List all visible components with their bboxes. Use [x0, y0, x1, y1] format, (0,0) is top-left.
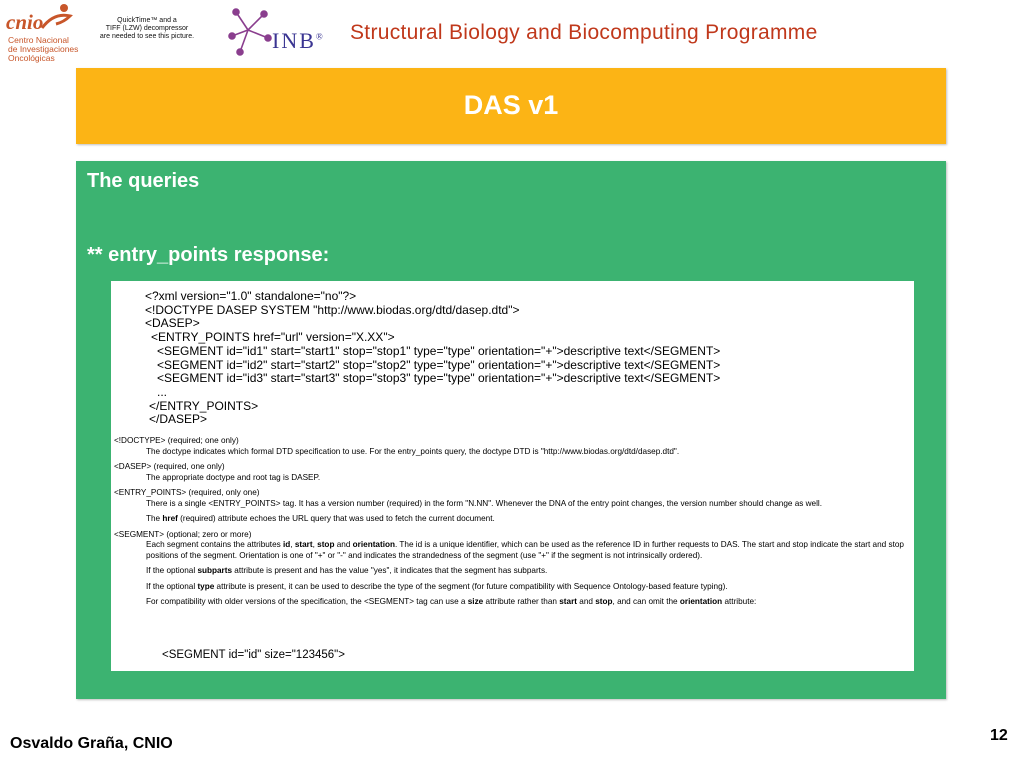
- def-segment-desc: Each segment contains the attributes id, start, stop and orientation. The id is a unique identifier, which can be used as the reference ID in further requests to DAS. The start and stop indicate the start and stop positions of the segment. Orientation is one of "+" or "-" and indicates the strandedness of the segment (use "+" if the segment is not intrinsically ordered).: [146, 540, 904, 560]
- xml-line: <!DOCTYPE DASEP SYSTEM "http://www.biodas.org/dtd/dasep.dtd">: [145, 302, 520, 317]
- xml-line: </ENTRY_POINTS>: [149, 398, 259, 413]
- spec-document-image: [111, 281, 914, 671]
- section-title: The queries: [87, 170, 200, 192]
- inb-logo: [228, 6, 332, 56]
- slide-title: DAS v1: [463, 90, 559, 120]
- xml-line: <SEGMENT id="id1" start="start1" stop="stop1" type="type" orientation="+">descriptive text</SEGMENT>: [157, 343, 721, 358]
- def-doctype-tag: <!DOCTYPE> (required; one only): [114, 436, 239, 445]
- element-definitions: [114, 436, 909, 608]
- page-number: 12: [990, 727, 1008, 744]
- def-doctype-desc: The doctype indicates which formal DTD specification to use. For the entry_points query, the doctype DTD is "http://www.biodas.org/dtd/dasep.dtd".: [146, 446, 680, 456]
- quicktime-placeholder: QuickTime™ and a TIFF (LZW) decompressor are needed to see this picture.: [99, 17, 195, 40]
- xml-example: [145, 290, 720, 427]
- segment-size-example: <SEGMENT id="id" size="123456">: [162, 649, 345, 661]
- programme-title: Structural Biology and Biocomputing Programme: [350, 21, 818, 44]
- xml-line: ...: [157, 384, 168, 399]
- xml-line: <ENTRY_POINTS href="url" version="X.XX">: [151, 330, 395, 345]
- xml-line: <?xml version="1.0" standalone="no"?>: [145, 289, 357, 303]
- xml-line: <SEGMENT id="id3" start="start3" stop="stop3" type="type" orientation="+">descriptive text</SEGMENT>: [157, 371, 721, 386]
- xml-line: <DASEP>: [145, 316, 200, 331]
- def-subparts-desc: If the optional subparts attribute is present and has the value "yes", it indicates that the segment has subparts.: [146, 566, 548, 575]
- xml-line: </DASEP>: [149, 412, 208, 427]
- content-panel: [76, 161, 946, 699]
- cnio-subtitle: Centro Nacional de Investigaciones Oncológicas: [8, 35, 79, 63]
- inb-molecule-icon: [228, 6, 272, 56]
- author-footer: Osvaldo Graña, CNIO: [10, 735, 173, 752]
- cnio-logo: [6, 2, 80, 66]
- def-type-desc: If the optional type attribute is present, it can be used to describe the type of the segment (for future compatibility with Sequence Ontology-based feature typing).: [146, 581, 728, 591]
- def-entry-tag: <ENTRY_POINTS> (required, only one): [114, 488, 260, 497]
- title-banner: [76, 68, 946, 144]
- def-entry-desc: There is a single <ENTRY_POINTS> tag. It has a version number (required) in the form "N.NN". Whenever the DNA of the entry point changes, the version number should change as well.: [146, 498, 822, 508]
- cnio-wordmark: cnio: [6, 10, 44, 34]
- section-subtitle: ** entry_points response:: [87, 244, 330, 266]
- def-dasep-desc: The appropriate doctype and root tag is DASEP.: [146, 472, 321, 482]
- def-dasep-tag: <DASEP> (required, one only): [114, 462, 225, 471]
- inb-wordmark: INB®: [272, 28, 325, 53]
- xml-line: <SEGMENT id="id2" start="start2" stop="stop2" type="type" orientation="+">descriptive text</SEGMENT>: [157, 357, 721, 372]
- def-entry-href-desc: The href (required) attribute echoes the URL query that was used to fetch the current document.: [146, 514, 495, 523]
- def-segment-tag: <SEGMENT> (optional; zero or more): [114, 529, 252, 539]
- def-compat-desc: For compatibility with older versions of the specification, the <SEGMENT> tag can use a size attribute rather than start and stop, and can omit the orientation attribute:: [146, 597, 757, 606]
